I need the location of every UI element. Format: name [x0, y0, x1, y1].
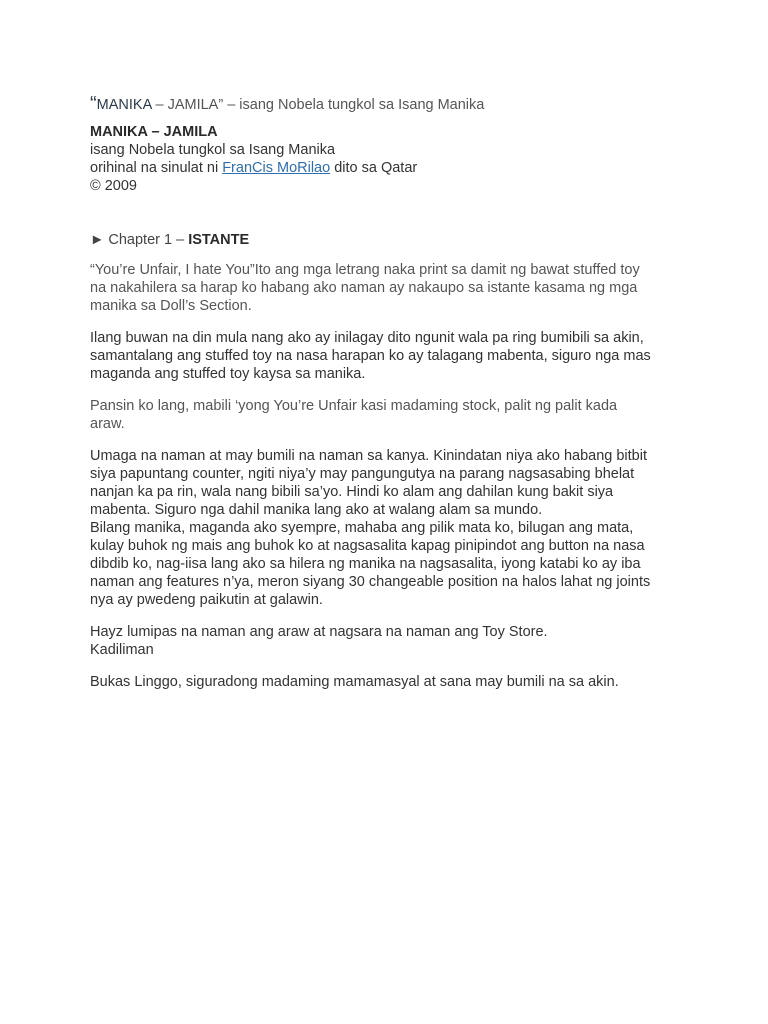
- book-title: MANIKA – JAMILA: [90, 124, 218, 140]
- page-title: [90, 92, 690, 117]
- paragraph-line: nya ay pwedeng paikutin at galawin.: [90, 592, 323, 608]
- paragraph-line: Ilang buwan na din mula nang ako ay inilagay dito ngunit wala pa ring bumibili sa akin,: [90, 330, 644, 346]
- book-meta: [90, 123, 690, 195]
- chapter-name: ISTANTE: [188, 232, 250, 248]
- paragraph-4: [90, 447, 690, 609]
- paragraph-line: Bilang manika, maganda ako syempre, mahaba ang pilik mata ko, bilugan ang mata,: [90, 520, 634, 536]
- paragraph-line: araw.: [90, 416, 125, 432]
- paragraph-line: maganda ang stuffed toy kaysa sa manika.: [90, 366, 366, 382]
- chapter-marker: ► Chapter 1 –: [90, 232, 189, 248]
- paragraph-line: “You’re Unfair, I hate You”Ito ang mga letrang naka print sa damit ng bawat stuffed toy: [90, 262, 640, 278]
- book-subtitle: isang Nobela tungkol sa Isang Manika: [90, 142, 336, 158]
- paragraph-line: Hayz lumipas na naman ang araw at nagsara na naman ang Toy Store.: [90, 624, 548, 640]
- paragraph-line: Kadiliman: [90, 642, 154, 658]
- paragraph-line: dibdib ko, nag-iisa lang ako sa hilera ng manika na nagsasalita, iyong katabi ko ay iba: [90, 556, 641, 572]
- paragraph-line: samantalang ang stuffed toy na nasa harapan ko ay talagang mabenta, siguro nga mas: [90, 348, 651, 364]
- paragraph-line: na nakahilera sa harap ko habang ako naman ay nakaupo sa istante kasama ng mga: [90, 280, 638, 296]
- paragraph-line: manika sa Doll’s Section.: [90, 298, 252, 314]
- paragraph-line: mabenta. Siguro nga dahil manika lang ako at walang alam sa mundo.: [90, 502, 543, 518]
- paragraph-5: [90, 623, 690, 659]
- paragraph-6: [90, 673, 690, 691]
- paragraph-line: naman ang features n’ya, meron siyang 30 changeable position na halos lahat ng joints: [90, 574, 651, 590]
- chapter-heading: [90, 231, 690, 249]
- title-rest: – JAMILA” – isang Nobela tungkol sa Isang Manika: [151, 97, 485, 113]
- paragraph-2: [90, 329, 690, 383]
- paragraph-line: siya papuntang counter, ngiti niya’y may pangungutya na parang nagsasabing bhelat: [90, 466, 635, 482]
- title-open-quote: “: [90, 93, 97, 115]
- author-link[interactable]: FranCis MoRilao: [222, 160, 331, 176]
- copyright: © 2009: [90, 178, 137, 194]
- byline-prefix: orihinal na sinulat ni: [90, 160, 223, 176]
- paragraph-line: nanjan ka pa rin, wala nang bibili sa’yo. Hindi ko alam ang dahilan kung bakit siya: [90, 484, 614, 500]
- byline: [90, 159, 690, 177]
- paragraph-line: Bukas Linggo, siguradong madaming mamamasyal at sana may bumili na sa akin.: [90, 674, 619, 690]
- paragraph-1: [90, 261, 690, 315]
- paragraph-line: Umaga na naman at may bumili na naman sa kanya. Kinindatan niya ako habang bitbit: [90, 448, 647, 464]
- paragraph-3: [90, 397, 690, 433]
- paragraph-line: Pansin ko lang, mabili ‘yong You’re Unfair kasi madaming stock, palit ng palit kada: [90, 398, 618, 414]
- title-manika: MANIKA: [96, 97, 152, 113]
- byline-suffix: dito sa Qatar: [330, 160, 418, 176]
- document-body: [90, 92, 690, 705]
- paragraph-line: kulay buhok ng mais ang buhok ko at nagsasalita kapag pinipindot ang button na nasa: [90, 538, 645, 554]
